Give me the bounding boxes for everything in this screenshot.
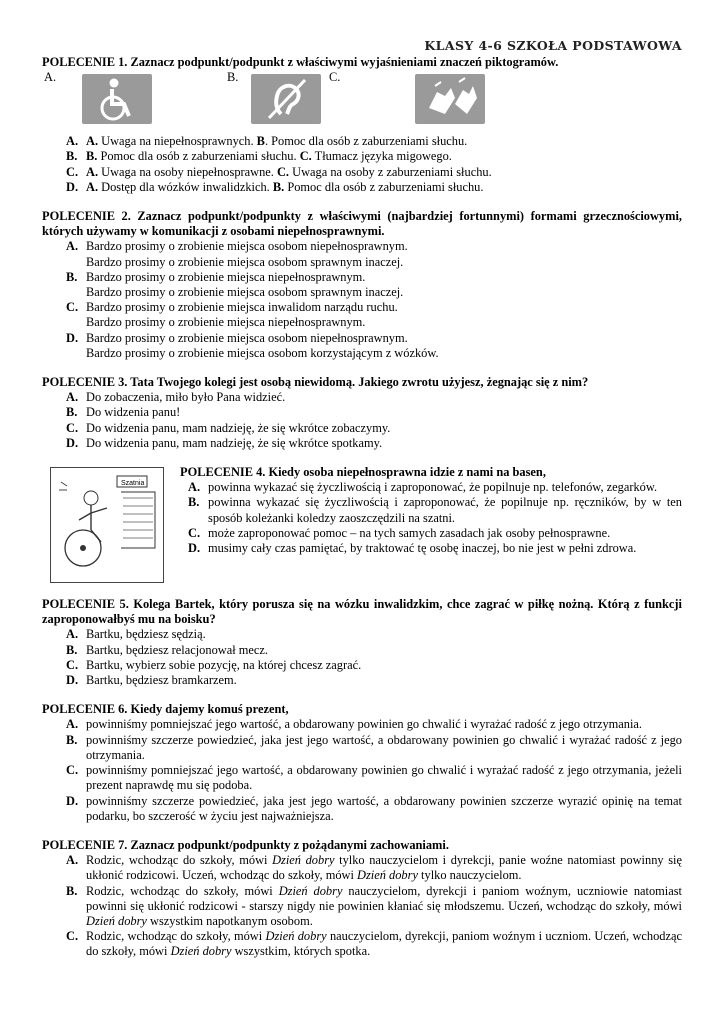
hearing-impaired-icon [251,74,321,124]
q7-option-b[interactable]: B. Rodzic, wchodząc do szkoły, mówi Dzień dobry nauczycielom, dyrekcji i paniom woźnym, uczniowie natomiast powinni się ukłonić rodzicowi - starszy nigdy nie powinien kłaniać się młodszemu. Uczeń, wchodząc do szkoły, mówi Dzień dobry wszystkim napotkanym osobom. [66,883,682,928]
question-2-title: POLECENIE 2. Zaznacz podpunkt/podpunkty z właściwymi (najbardziej fortunnymi) formami grzecznościowymi, których używamy w komunikacji z osobami niepełnosprawnymi. [42,209,682,239]
q5-option-d[interactable]: D. Bartku, będziesz bramkarzem. [66,673,237,688]
pool-illustration [50,467,164,583]
question-2 [42,209,682,361]
question-4 [42,465,682,583]
question-6-title: POLECENIE 6. Kiedy dajemy komuś prezent, [42,702,289,717]
sign-language-icon [415,74,485,124]
q2-option-b[interactable]: B. Bardzo prosimy o zrobienie miejsca niepełnosprawnym. [66,269,366,284]
locker-room-sign: Szatnia [121,480,145,488]
q4-option-b[interactable]: B. powinna wykazać się życzliwością i zaproponować, że popilnuje np. ręczników, by w ten sposób koleżanki koledzy zaoszczędzili na szatni. [188,495,682,525]
q1-option-a[interactable]: A. A. Uwaga na niepełnosprawnych. B. Pomoc dla osób z zaburzeniami słuchu. [66,134,468,149]
q2-option-d-line2: Bardzo prosimy o zrobienie miejsca osobom korzystającym z wózków. [86,345,439,360]
wheelchair-icon [82,74,152,124]
q2-option-b-line2: Bardzo prosimy o zrobienie miejsca osobom sprawnym inaczej. [86,285,404,300]
q7-option-c[interactable]: C. Rodzic, wchodząc do szkoły, mówi Dzień dobry nauczycielom, dyrekcji, paniom woźnym i uczniom. Uczeń, wchodząc do szkoły, mówi Dzień dobry wszystkim, których spotka. [66,929,682,959]
q6-option-d[interactable]: D. powinniśmy szczerze powiedzieć, jaka jest jego wartość, a obdarowany powinien szczerze wyrazić opinię na temat podarku, bo szczerość w życiu jest najważniejsza. [66,793,682,823]
question-5-title: POLECENIE 5. Kolega Bartek, który porusza się na wózku inwalidzkim, chce zagrać w piłkę nożną. Którą z funkcji zaproponowałbyś mu na boisku? [42,597,682,627]
q2-option-a-line2: Bardzo prosimy o zrobienie miejsca osobom sprawnym inaczej. [86,254,404,269]
question-3-title: POLECENIE 3. Tata Twojego kolegi jest osobą niewidomą. Jakiego zwrotu użyjesz, żegnając się z nim? [42,375,589,390]
q5-option-b[interactable]: B. Bartku, będziesz relacjonował mecz. [66,642,268,657]
q4-option-c[interactable]: C. może zaproponować pomoc – na tych samych zasadach jak osoby pełnosprawne. [188,525,611,540]
q1-option-c[interactable]: C. A. Uwaga na osoby niepełnosprawne. C. Uwaga na osoby z zaburzeniami słuchu. [66,164,492,179]
question-3 [42,375,682,451]
q2-option-a[interactable]: A. Bardzo prosimy o zrobienie miejsca osobom niepełnosprawnym. [66,239,408,254]
q3-option-d[interactable]: D. Do widzenia panu, mam nadzieję, że się wkrótce spotkamy. [66,435,383,450]
pictogram-row [42,70,682,126]
q7-option-a[interactable]: A. Rodzic, wchodząc do szkoły, mówi Dzień dobry tylko nauczycielom i dyrekcji, panie woźne natomiast powinny się ukłonić rodzicowi. Uczeń, wchodząc do szkoły, mówi Dzień dobry tylko nauczycielom. [66,853,682,883]
worksheet-page [42,38,682,960]
q4-option-a[interactable]: A. powinna wykazać się życzliwością i zaproponować, że popilnuje np. telefonów, zegarków. [188,480,658,495]
q3-option-a[interactable]: A. Do zobaczenia, miło było Pana widzieć. [66,390,286,405]
q6-option-c[interactable]: C. powinniśmy pomniejszać jego wartość, a obdarowany powinien go chwalić i wyrażać radość z jego otrzymania, jeżeli prezent naprawdę mu się podoba. [66,763,682,793]
q5-option-c[interactable]: C. Bartku, wybierz sobie pozycję, na której chcesz zagrać. [66,657,362,672]
q4-option-d[interactable]: D. musimy cały czas pamiętać, by traktować tę osobę inaczej, bo nie jest w pełni zdrowa. [188,541,637,556]
question-4-title: POLECENIE 4. Kiedy osoba niepełnosprawna idzie z nami na basen, [180,465,546,480]
question-6 [42,702,682,824]
page-header: KLASY 4-6 SZKOŁA PODSTAWOWA [424,38,682,53]
question-7-title: POLECENIE 7. Zaznacz podpunkt/podpunkty z pożądanymi zachowaniami. [42,837,449,852]
q3-option-b[interactable]: B. Do widzenia panu! [66,405,181,420]
q6-option-b[interactable]: B. powinniśmy szczerze powiedzieć, jaka jest jego wartość, a obdarowany powinien go chwalić i wyrażać radość z jego otrzymania. [66,732,682,762]
q6-option-a[interactable]: A. powinniśmy pomniejszać jego wartość, a obdarowany powinien go chwalić i wyrażać radość z jego otrzymania. [66,717,643,732]
question-1-title: POLECENIE 1. Zaznacz podpunkt/podpunkt z właściwymi wyjaśnieniami znaczeń piktogramów. [42,55,559,69]
pictogram-label-b: B. [227,70,239,85]
q5-option-a[interactable]: A. Bartku, będziesz sędzią. [66,627,206,642]
q1-option-d[interactable]: D. A. Dostęp dla wózków inwalidzkich. B. Pomoc dla osób z zaburzeniami słuchu. [66,179,484,194]
q1-option-b[interactable]: B. B. Pomoc dla osób z zaburzeniami słuchu. C. Tłumacz języka migowego. [66,149,452,164]
question-5 [42,597,682,688]
pictogram-label-c: C. [329,70,341,85]
q3-option-c[interactable]: C. Do widzenia panu, mam nadzieję, że się wkrótce zobaczymy. [66,420,391,435]
pictogram-label-a: A. [44,70,57,85]
question-7 [42,838,682,960]
q2-option-c-line2: Bardzo prosimy o zrobienie miejsca niepełnosprawnym. [86,315,366,330]
q2-option-c[interactable]: C. Bardzo prosimy o zrobienie miejsca inwalidom narządu ruchu. [66,300,398,315]
q2-option-d[interactable]: D. Bardzo prosimy o zrobienie miejsca osobom niepełnosprawnym. [66,330,408,345]
question-1 [42,55,682,195]
